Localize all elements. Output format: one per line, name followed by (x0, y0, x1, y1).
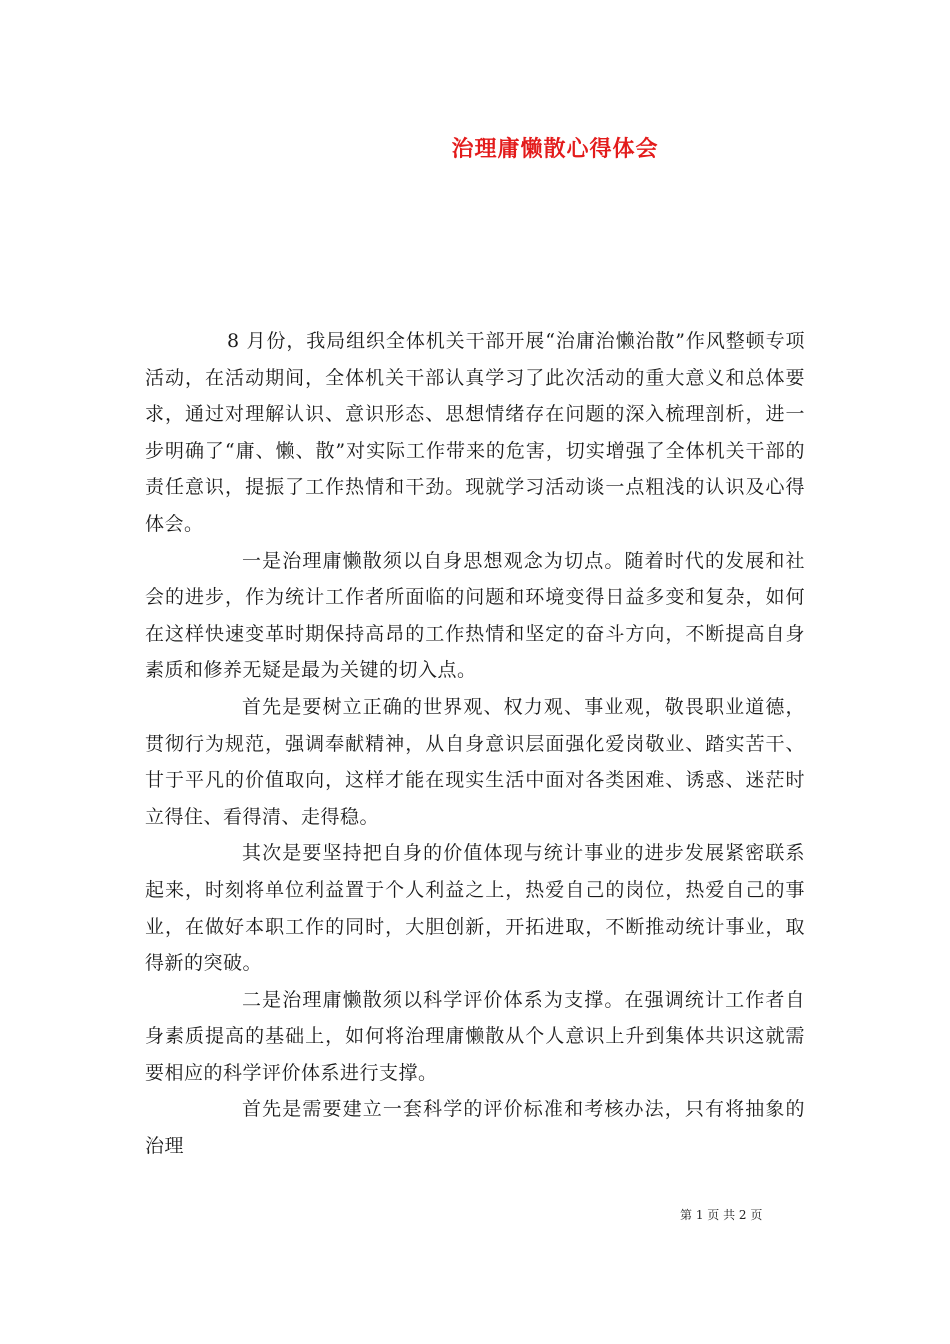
document-title: 治理庸懒散心得体会 (451, 136, 659, 162)
paragraph-4: 其次是要坚持把自身的价值体现与统计事业的进步发展紧密联系起来，时刻将单位利益置于个人利益之上，热爱自己的岗位，热爱自己的事业，在做好本职工作的同时，大胆创新，开拓进取，不断推动统计事业，取得新的突破。 (145, 842, 805, 975)
paragraph-2: 一是治理庸懒散须以自身思想观念为切点。随着时代的发展和社会的进步，作为统计工作者所面临的问题和环境变得日益多变和复杂，如何在这样快速变革时期保持高昂的工作热情和坚定的奋斗方向，不断提高自身素质和修养无疑是最为关键的切入点。 (145, 549, 805, 682)
paragraph-3: 首先是要树立正确的世界观、权力观、事业观，敬畏职业道德，贯彻行为规范，强调奉献精神，从自身意识层面强化爱岗敬业、踏实苦干、甘于平凡的价值取向，这样才能在现实生活中面对各类困难、诱惑、迷茫时立得住、看得清、走得稳。 (145, 695, 805, 828)
paragraph-6: 首先是需要建立一套科学的评价标准和考核办法，只有将抽象的治理 (145, 1098, 805, 1158)
paragraph-5: 二是治理庸懒散须以科学评价体系为支撑。在强调统计工作者自身素质提高的基础上，如何将治理庸懒散从个人意识上升到集体共识这就需要相应的科学评价体系进行支撑。 (145, 988, 805, 1084)
document-body (145, 323, 805, 1165)
page-number: 第 1 页 共 2 页 (680, 1208, 763, 1222)
paragraph-1: 8 月份，我局组织全体机关干部开展“治庸治懒治散”作风整顿专项活动，在活动期间，全体机关干部认真学习了此次活动的重大意义和总体要求，通过对理解认识、意识形态、思想情绪存在问题的深入梳理剖析，进一步明确了“庸、懒、散”对实际工作带来的危害，切实增强了全体机关干部的责任意识，提振了工作热情和干劲。现就学习活动谈一点粗浅的认识及心得体会。 (145, 330, 805, 535)
